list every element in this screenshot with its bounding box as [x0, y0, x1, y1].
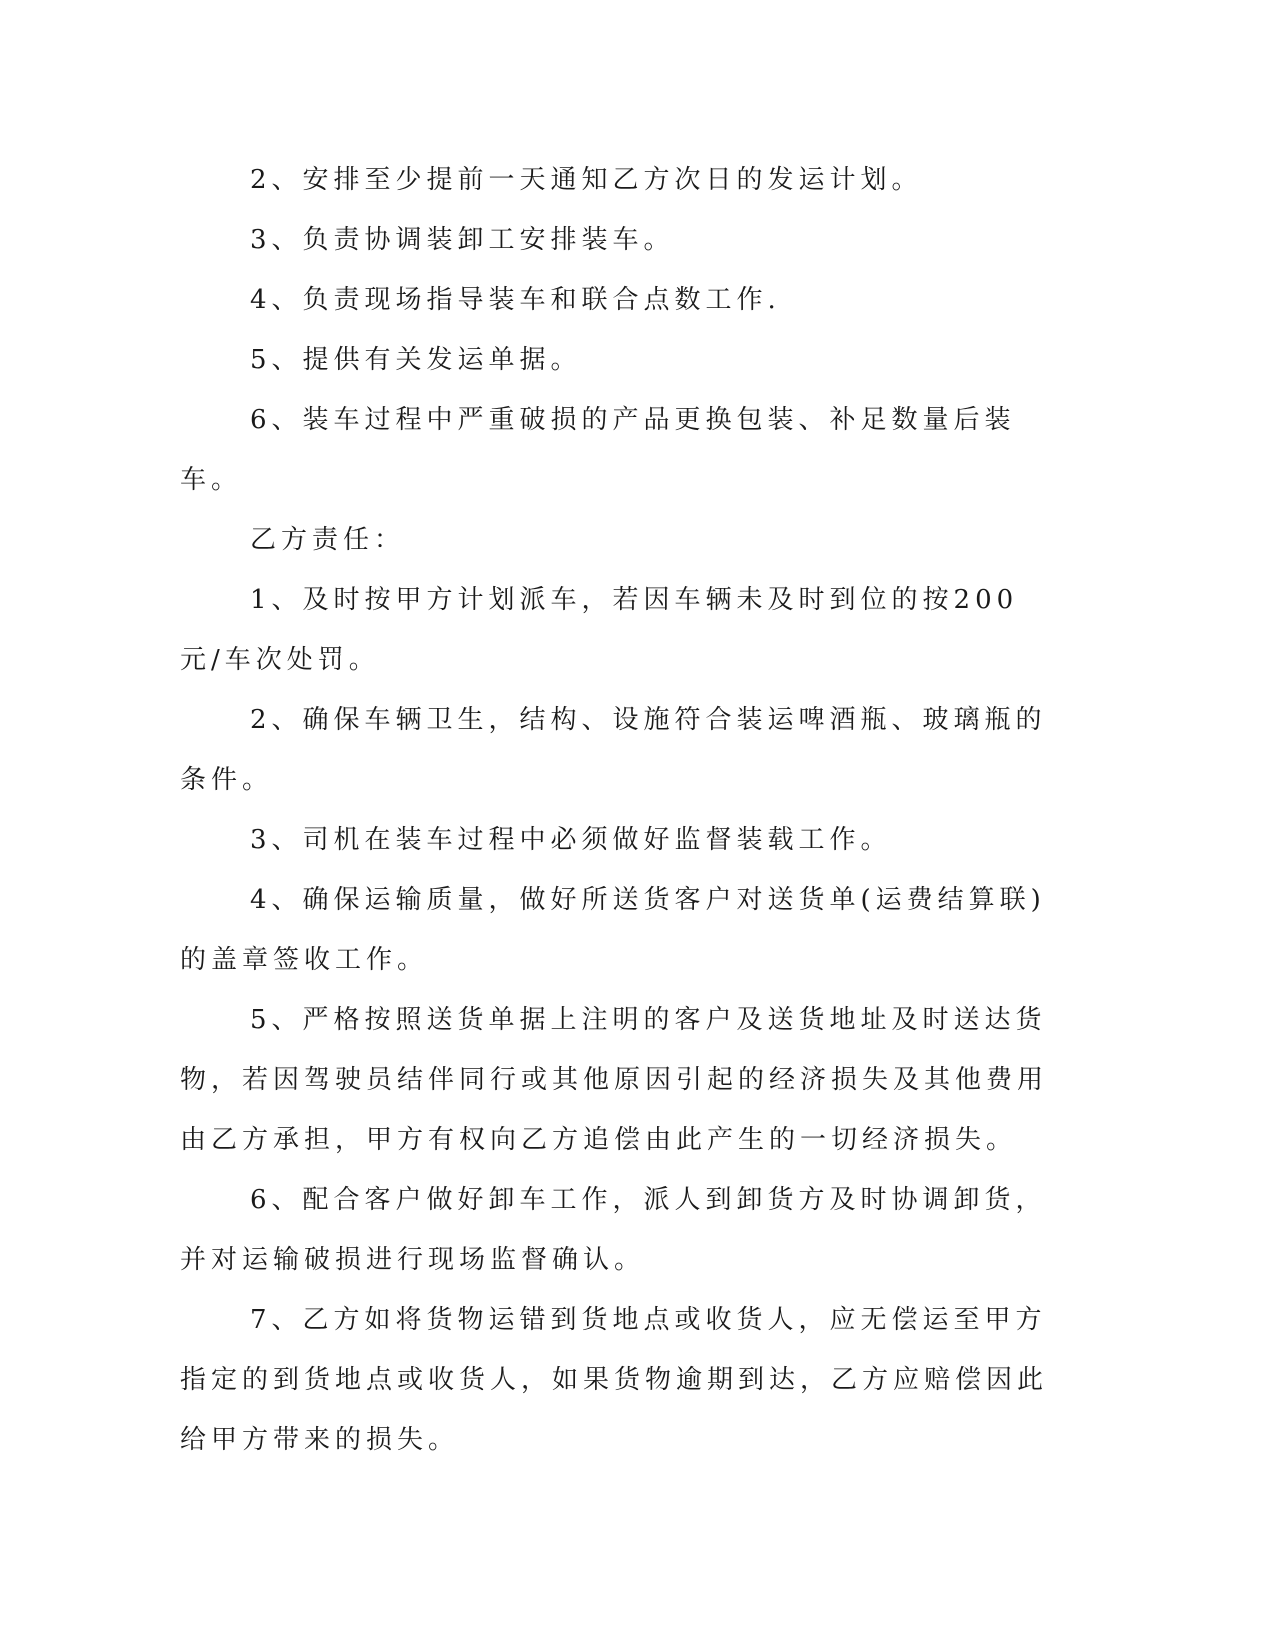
- paragraph-yi-item-4: 4、确保运输质量，做好所送货客户对送货单(运费结算联)的盖章签收工作。: [180, 885, 1046, 975]
- paragraph-jia-item-2: 2、安排至少提前一天通知乙方次日的发运计划。: [250, 165, 923, 195]
- paragraph-yi-item-1: 1、及时按甲方计划派车，若因车辆未及时到位的按200元/车次处罚。: [180, 585, 1019, 675]
- section-heading-yi-responsibility: 乙方责任：: [250, 525, 406, 555]
- paragraph-jia-item-4: 4、负责现场指导装车和联合点数工作.: [250, 285, 781, 315]
- paragraph-jia-item-5: 5、提供有关发运单据。: [250, 345, 582, 375]
- paragraph-yi-item-2: 2、确保车辆卫生，结构、设施符合装运啤酒瓶、玻璃瓶的条件。: [180, 705, 1047, 795]
- paragraph-jia-item-3: 3、负责协调装卸工安排装车。: [250, 225, 675, 255]
- paragraph-jia-item-6: 6、装车过程中严重破损的产品更换包装、补足数量后装车。: [180, 405, 1016, 495]
- paragraph-yi-item-3: 3、司机在装车过程中必须做好监督装载工作。: [250, 825, 892, 855]
- document-body: [180, 150, 1060, 1470]
- paragraph-yi-item-7: 7、乙方如将货物运错到货地点或收货人，应无偿运至甲方指定的到货地点或收货人，如果货物逾期到达，乙方应赔偿因此给甲方带来的损失。: [180, 1305, 1049, 1455]
- paragraph-yi-item-6: 6、配合客户做好卸车工作，派人到卸货方及时协调卸货，并对运输破损进行现场监督确认。: [180, 1185, 1047, 1275]
- paragraph-yi-item-5: 5、严格按照送货单据上注明的客户及送货地址及时送达货物，若因驾驶员结伴同行或其他原因引起的经济损失及其他费用由乙方承担，甲方有权向乙方追偿由此产生的一切经济损失。: [180, 1005, 1049, 1155]
